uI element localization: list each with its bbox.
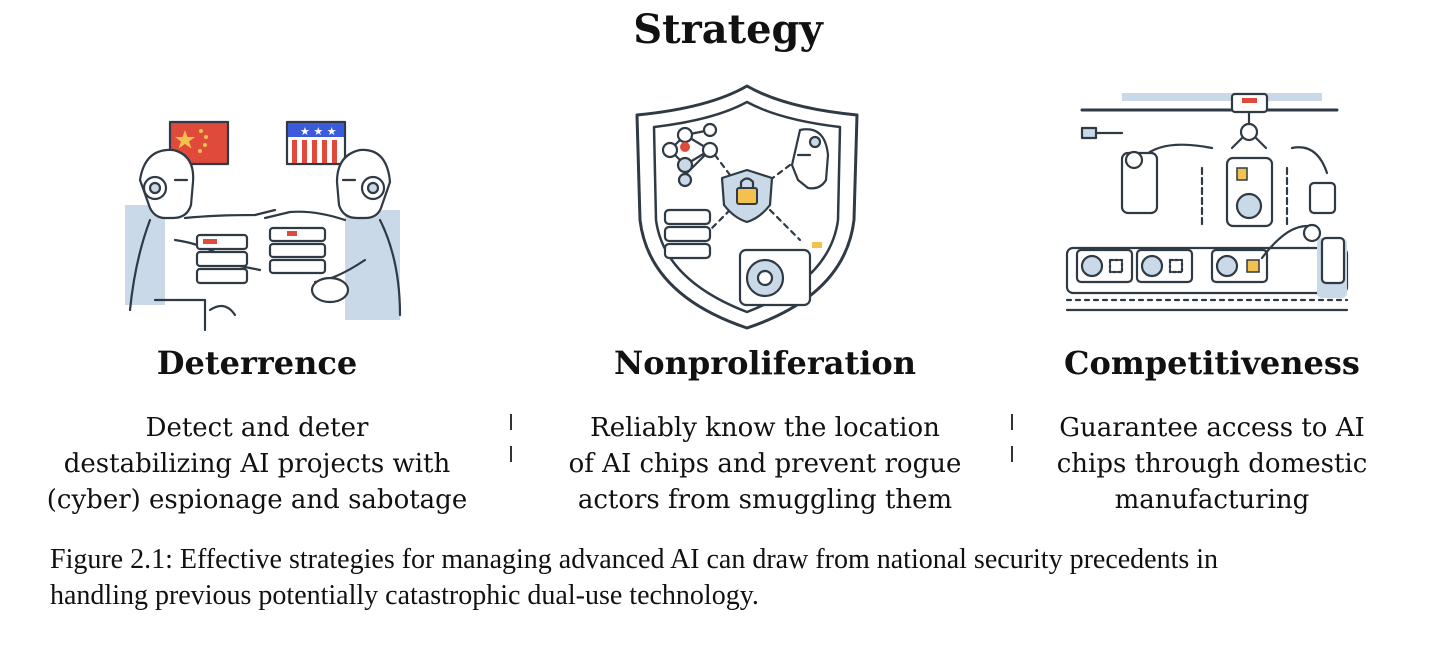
figure-title: Strategy bbox=[633, 6, 823, 53]
robots-espionage-illustration bbox=[115, 110, 415, 335]
description-line: of AI chips and prevent rogue bbox=[568, 449, 962, 479]
column-separator bbox=[1011, 414, 1013, 430]
server-icon bbox=[665, 210, 710, 258]
description-line: Detect and deter bbox=[145, 413, 369, 443]
chip-factory-illustration bbox=[1062, 88, 1357, 323]
description-line: Guarantee access to AI bbox=[1059, 413, 1365, 443]
description-competitiveness bbox=[992, 410, 1432, 518]
figure-caption bbox=[50, 542, 1420, 614]
heading-competitiveness: Competitiveness bbox=[1064, 344, 1360, 382]
caption-line: handling previous potentially catastrophic dual-use technology. bbox=[50, 580, 759, 611]
description-line: destabilizing AI projects with bbox=[63, 449, 451, 479]
description-line: manufacturing bbox=[1114, 485, 1310, 515]
gpu-chip-icon bbox=[1227, 158, 1272, 226]
description-deterrence bbox=[37, 410, 477, 518]
description-line: (cyber) espionage and sabotage bbox=[46, 485, 468, 515]
column-separator bbox=[1011, 446, 1013, 462]
column-separator bbox=[510, 446, 512, 462]
description-line: actors from smuggling them bbox=[577, 485, 953, 515]
shield-lock-network-illustration bbox=[630, 80, 865, 335]
robot-head-icon bbox=[792, 129, 828, 188]
robot-arm-icon bbox=[1232, 94, 1267, 148]
heading-nonproliferation: Nonproliferation bbox=[613, 344, 916, 382]
conveyor-belt-icon bbox=[1067, 248, 1347, 310]
server-stack-icon bbox=[197, 228, 325, 283]
column-separator bbox=[510, 414, 512, 430]
caption-line: Figure 2.1: Effective strategies for managing advanced AI can draw from national security precedents in bbox=[50, 544, 1219, 575]
description-line: chips through domestic bbox=[1056, 449, 1368, 479]
description-line: Reliably know the location bbox=[590, 413, 940, 443]
description-nonproliferation bbox=[545, 410, 985, 518]
svg-text:★ ★ ★: ★ ★ ★ bbox=[300, 125, 337, 138]
heading-deterrence: Deterrence bbox=[156, 344, 358, 382]
usa-flag-icon bbox=[287, 122, 345, 164]
